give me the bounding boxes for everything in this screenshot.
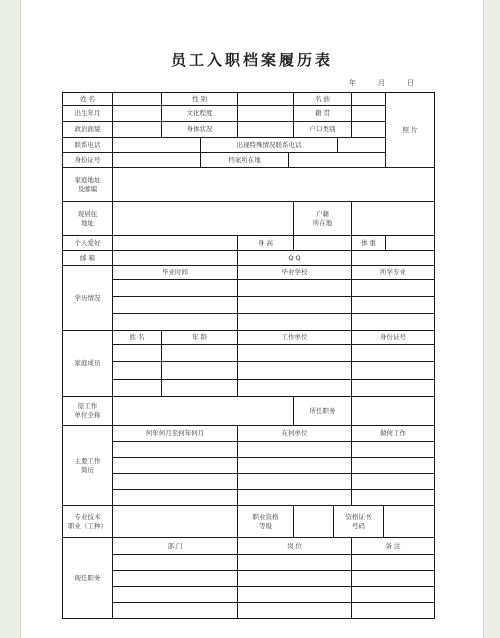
family-cell-r3-c1[interactable] [112, 379, 162, 397]
label-hukou-place: 户籍 所在地 [293, 201, 352, 236]
input-birth-date[interactable] [112, 105, 162, 122]
header-fam-name: 姓 名 [112, 330, 162, 345]
edu-cell-r1-c3[interactable] [351, 279, 435, 297]
edu-cell-r3-c2[interactable] [237, 313, 352, 331]
work-cell-r1-c2[interactable] [237, 441, 352, 458]
label-id-number: 身份证号 [62, 152, 113, 168]
label-edu-section: 学历情况 [62, 265, 113, 331]
current-cell-r2-c3[interactable] [351, 570, 435, 587]
input-hukou-place[interactable] [351, 201, 435, 236]
current-cell-r1-c1[interactable] [112, 554, 238, 571]
work-cell-r2-c2[interactable] [237, 457, 352, 474]
label-email: 邮 箱 [62, 250, 113, 266]
header-school: 毕业学校 [237, 265, 352, 280]
label-health: 身体状况 [161, 121, 238, 138]
input-archive-location[interactable] [288, 152, 386, 168]
work-cell-r3-c3[interactable] [351, 473, 435, 490]
label-political-status: 政治面貌 [62, 121, 113, 138]
work-cell-r4-c1[interactable] [112, 489, 238, 506]
family-cell-r1-c4[interactable] [351, 344, 435, 362]
header-work-role: 做何工作 [351, 425, 435, 442]
date-line [349, 78, 414, 88]
label-current-section: 现任职务 [62, 537, 113, 619]
label-weight: 体 重 [351, 235, 386, 251]
input-tech-title[interactable] [112, 505, 238, 538]
date-month: 月 [378, 79, 385, 87]
label-hobbies: 个人爱好 [62, 235, 113, 251]
input-native-place[interactable] [351, 105, 386, 122]
input-phone[interactable] [112, 137, 201, 153]
label-home-address: 家庭地址 及邮编 [62, 167, 113, 202]
input-qq[interactable] [351, 250, 435, 266]
label-tech-title: 专业技术 职业（工种） [62, 505, 113, 538]
input-emergency-contact[interactable] [337, 137, 386, 153]
label-native-place: 籍 贯 [293, 105, 352, 122]
label-birth-date: 出生年月 [62, 105, 113, 122]
input-hobbies[interactable] [112, 235, 238, 251]
edu-cell-r3-c3[interactable] [351, 313, 435, 331]
input-home-address[interactable] [112, 167, 435, 202]
header-fam-employer: 工作单位 [237, 330, 352, 345]
label-archive-location: 档案所在地 [200, 152, 289, 168]
current-cell-r4-c2[interactable] [237, 602, 352, 619]
label-position-held: 所任职务 [293, 396, 352, 426]
family-cell-r3-c3[interactable] [237, 379, 352, 397]
label-hukou-location: 户口类别 [293, 121, 352, 138]
header-remark: 备 注 [351, 537, 435, 555]
work-cell-r1-c3[interactable] [351, 441, 435, 458]
input-political-status[interactable] [112, 121, 162, 138]
form-title: 员工入职档案履历表 [170, 51, 333, 69]
label-gender: 性 别 [161, 92, 238, 106]
input-hukou-location[interactable] [351, 121, 386, 138]
edu-cell-r1-c1[interactable] [112, 279, 238, 297]
label-tech-level: 职业资格 等级 [237, 505, 294, 538]
family-cell-r1-c2[interactable] [161, 344, 238, 362]
label-name: 姓 名 [62, 92, 113, 106]
label-prev-employer: 原工作 单位全称 [62, 396, 113, 426]
input-name[interactable] [112, 92, 162, 106]
family-cell-r2-c1[interactable] [112, 361, 162, 379]
family-cell-r2-c3[interactable] [237, 361, 352, 379]
photo-box[interactable]: 照 片 [385, 92, 435, 168]
family-cell-r2-c4[interactable] [351, 361, 435, 379]
label-qq: Q Q [237, 250, 352, 266]
work-cell-r1-c1[interactable] [112, 441, 238, 458]
label-work-section: 主要工作 简历 [62, 425, 113, 506]
input-gender[interactable] [237, 92, 294, 106]
current-cell-r3-c1[interactable] [112, 586, 238, 603]
family-cell-r2-c2[interactable] [161, 361, 238, 379]
edu-cell-r2-c3[interactable] [351, 296, 435, 314]
work-cell-r2-c1[interactable] [112, 457, 238, 474]
input-prev-employer[interactable] [112, 396, 294, 426]
input-education-level[interactable] [237, 105, 294, 122]
family-cell-r3-c2[interactable] [161, 379, 238, 397]
input-health[interactable] [237, 121, 294, 138]
label-height: 身 高 [237, 235, 294, 251]
header-graduation-time: 毕业时间 [112, 265, 238, 280]
label-education-level: 文化程度 [161, 105, 238, 122]
current-cell-r4-c1[interactable] [112, 602, 238, 619]
label-cert-no: 资格证书 号码 [333, 505, 384, 538]
input-weight[interactable] [385, 235, 435, 251]
current-cell-r2-c2[interactable] [237, 570, 352, 587]
current-cell-r1-c3[interactable] [351, 554, 435, 571]
header-post: 岗 位 [237, 537, 352, 555]
family-cell-r1-c3[interactable] [237, 344, 352, 362]
input-email[interactable] [112, 250, 238, 266]
current-cell-r3-c3[interactable] [351, 586, 435, 603]
input-cert-no[interactable] [383, 505, 435, 538]
header-fam-age: 年 龄 [161, 330, 238, 345]
label-family-section: 家庭成员 [62, 330, 113, 397]
work-cell-r4-c3[interactable] [351, 489, 435, 506]
label-emergency-contact: 出现特殊情况联系电话 [200, 137, 338, 153]
current-cell-r3-c2[interactable] [237, 586, 352, 603]
family-cell-r1-c1[interactable] [112, 344, 162, 362]
current-cell-r4-c3[interactable] [351, 602, 435, 619]
header-work-employer: 在何单位 [237, 425, 352, 442]
input-height[interactable] [293, 235, 352, 251]
current-cell-r2-c1[interactable] [112, 570, 238, 587]
input-id-number[interactable] [112, 152, 201, 168]
edu-cell-r3-c1[interactable] [112, 313, 238, 331]
date-day: 日 [407, 79, 414, 87]
edu-cell-r2-c1[interactable] [112, 296, 238, 314]
header-dept: 部 门 [112, 537, 238, 555]
label-current-address: 现居住 地址 [62, 201, 113, 236]
date-year: 年 [349, 79, 356, 87]
input-ethnicity[interactable] [351, 92, 386, 106]
header-major: 所学专业 [351, 265, 435, 280]
label-ethnicity: 名 族 [293, 92, 352, 106]
header-fam-id: 身份证号 [351, 330, 435, 345]
current-cell-r1-c2[interactable] [237, 554, 352, 571]
label-phone: 联系电话 [62, 137, 113, 153]
input-position-held[interactable] [351, 396, 435, 426]
input-current-address[interactable] [112, 201, 294, 236]
edu-cell-r1-c2[interactable] [237, 279, 352, 297]
work-cell-r2-c3[interactable] [351, 457, 435, 474]
edu-cell-r2-c2[interactable] [237, 296, 352, 314]
work-cell-r3-c2[interactable] [237, 473, 352, 490]
work-cell-r3-c1[interactable] [112, 473, 238, 490]
header-work-period: 何年何月至何年何月 [112, 425, 238, 442]
family-cell-r3-c4[interactable] [351, 379, 435, 397]
work-cell-r4-c2[interactable] [237, 489, 352, 506]
input-tech-level[interactable] [293, 505, 334, 538]
